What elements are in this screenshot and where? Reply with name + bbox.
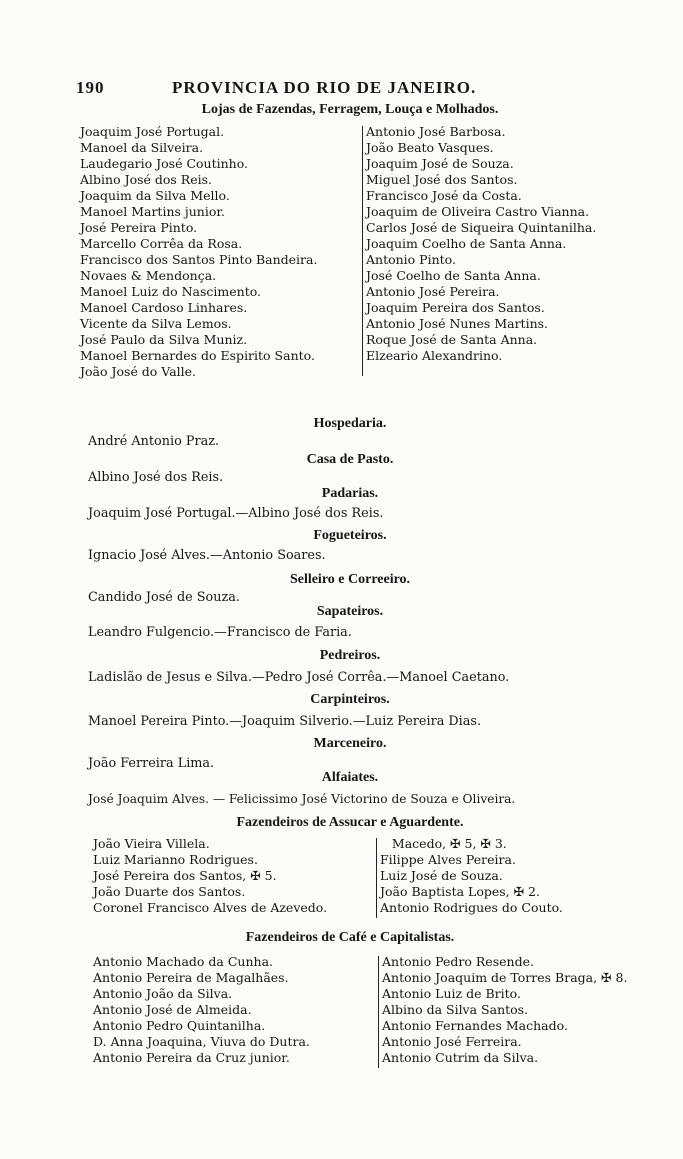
section-title-marceneiro: Marceneiro.: [313, 736, 387, 751]
section-title-hospedaria: Hospedaria.: [313, 416, 387, 431]
list-entry: Luiz Marianno Rodrigues.: [93, 852, 258, 867]
column-divider: [362, 126, 363, 376]
lojas-left-column: [80, 124, 317, 380]
list-entry: Manoel Cardoso Linhares.: [80, 300, 248, 315]
list-entry: Joaquim Pereira dos Santos.: [366, 300, 545, 315]
padarias-entry: Joaquim José Portugal.—Albino José dos Reis.: [88, 506, 384, 521]
fogueteiros-entry: Ignacio José Alves.—Antonio Soares.: [88, 548, 326, 563]
list-entry: José Coelho de Santa Anna.: [366, 268, 541, 283]
selleiro-entry: Candido José de Souza.: [88, 590, 240, 605]
list-entry: Joaquim José de Souza.: [366, 156, 514, 171]
list-entry: Joaquim da Silva Mello.: [80, 188, 230, 203]
hospedaria-entry: André Antonio Praz.: [88, 434, 220, 449]
alfaiates-entry: José Joaquim Alves. — Felicissimo José Victorino de Souza e Oliveira.: [88, 792, 516, 806]
list-entry: Antonio Luiz de Brito.: [382, 986, 521, 1001]
list-entry: Elzeario Alexandrino.: [366, 348, 503, 363]
list-entry: Francisco José da Costa.: [366, 188, 522, 203]
list-entry: Antonio Pereira da Cruz junior.: [93, 1050, 290, 1065]
list-entry: Antonio Rodrigues do Couto.: [380, 900, 563, 915]
assucar-left-column: [93, 836, 327, 916]
assucar-right-column: [380, 836, 563, 916]
section-title-casa-de-pasto: Casa de Pasto.: [306, 452, 394, 467]
running-title: PROVINCIA DO RIO DE JANEIRO.: [172, 78, 477, 97]
list-entry: João Beato Vasques.: [366, 140, 494, 155]
list-entry: Filippe Alves Pereira.: [380, 852, 516, 867]
pedreiros-entry: Ladislão de Jesus e Silva.—Pedro José Corrêa.—Manoel Caetano.: [88, 670, 510, 685]
list-entry: José Paulo da Silva Muniz.: [80, 332, 248, 347]
carpinteiros-entry: Manoel Pereira Pinto.—Joaquim Silverio.—Luiz Pereira Dias.: [88, 714, 482, 729]
list-entry: Antonio Cutrim da Silva.: [382, 1050, 539, 1065]
section-title-cafe: Fazendeiros de Café e Capitalistas.: [245, 930, 455, 945]
list-entry: Antonio Fernandes Machado.: [382, 1018, 568, 1033]
list-entry: Carlos José de Siqueira Quintanilha.: [366, 220, 597, 235]
list-entry: Antonio José Ferreira.: [382, 1034, 522, 1049]
list-entry: Joaquim José Portugal.: [80, 124, 225, 139]
list-entry: Marcello Corrêa da Rosa.: [80, 236, 243, 251]
list-entry: João Duarte dos Santos.: [93, 884, 246, 899]
list-entry: Vicente da Silva Lemos.: [80, 316, 232, 331]
lojas-right-column: [366, 124, 596, 364]
list-entry: Manoel Bernardes do Espirito Santo.: [80, 348, 315, 363]
column-divider: [376, 838, 377, 918]
list-entry: Antonio José de Almeida.: [93, 1002, 252, 1017]
list-entry: Laudegario José Coutinho.: [80, 156, 248, 171]
page-number: 190: [76, 78, 105, 97]
list-entry: João Baptista Lopes, ✠ 2.: [380, 884, 540, 899]
section-title-padarias: Padarias.: [321, 486, 379, 501]
cafe-right-column: [382, 954, 627, 1066]
section-title-alfaiates: Alfaiates.: [321, 770, 379, 785]
list-entry: João José do Valle.: [80, 364, 197, 379]
cafe-left-column: [93, 954, 310, 1066]
section-title-carpinteiros: Carpinteiros.: [310, 692, 390, 707]
list-entry: Joaquim Coelho de Santa Anna.: [366, 236, 567, 251]
list-entry: D. Anna Joaquina, Viuva do Dutra.: [93, 1034, 310, 1049]
list-entry: José Pereira Pinto.: [80, 220, 198, 235]
list-entry: Francisco dos Santos Pinto Bandeira.: [80, 252, 318, 267]
section-title-lojas: Lojas de Fazendas, Ferragem, Louça e Molhados.: [201, 102, 499, 117]
list-entry: Albino José dos Reis.: [80, 172, 213, 187]
column-divider: [378, 956, 379, 1068]
marceneiro-entry: João Ferreira Lima.: [88, 756, 215, 771]
list-entry: Miguel José dos Santos.: [366, 172, 518, 187]
list-entry: Novaes & Mendonça.: [80, 268, 217, 283]
list-entry: Albino da Silva Santos.: [382, 1002, 529, 1017]
list-entry: Antonio Joaquim de Torres Braga, ✠ 8.: [382, 970, 628, 985]
list-entry: Antonio Pereira de Magalhães.: [93, 970, 289, 985]
list-entry: Antonio José Barbosa.: [366, 124, 506, 139]
list-entry: Antonio José Nunes Martins.: [366, 316, 549, 331]
list-entry: Antonio Pedro Resende.: [382, 954, 534, 969]
section-title-sapateiros: Sapateiros.: [316, 604, 384, 619]
list-entry: Manoel Martins junior.: [80, 204, 225, 219]
list-entry: Antonio Pinto.: [366, 252, 456, 267]
list-entry: Manoel Luiz do Nascimento.: [80, 284, 262, 299]
list-entry: Manoel da Silveira.: [80, 140, 204, 155]
section-title-fogueteiros: Fogueteiros.: [313, 528, 387, 543]
list-entry: Macedo, ✠ 5, ✠ 3.: [380, 836, 507, 851]
list-entry: Luiz José de Souza.: [380, 868, 503, 883]
list-entry: Coronel Francisco Alves de Azevedo.: [93, 900, 328, 915]
section-title-assucar: Fazendeiros de Assucar e Aguardente.: [236, 815, 464, 830]
sapateiros-entry: Leandro Fulgencio.—Francisco de Faria.: [88, 625, 352, 640]
section-title-pedreiros: Pedreiros.: [319, 648, 381, 663]
casa-de-pasto-entry: Albino José dos Reis.: [88, 470, 224, 485]
list-entry: Roque José de Santa Anna.: [366, 332, 538, 347]
list-entry: João Vieira Villela.: [93, 836, 210, 851]
section-title-selleiro: Selleiro e Correeiro.: [289, 572, 411, 587]
running-head: [70, 78, 630, 98]
list-entry: José Pereira dos Santos, ✠ 5.: [93, 868, 277, 883]
list-entry: Antonio Machado da Cunha.: [93, 954, 273, 969]
list-entry: Antonio Pedro Quintanilha.: [93, 1018, 266, 1033]
list-entry: Antonio João da Silva.: [93, 986, 233, 1001]
list-entry: Joaquim de Oliveira Castro Vianna.: [366, 204, 590, 219]
list-entry: Antonio José Pereira.: [366, 284, 500, 299]
